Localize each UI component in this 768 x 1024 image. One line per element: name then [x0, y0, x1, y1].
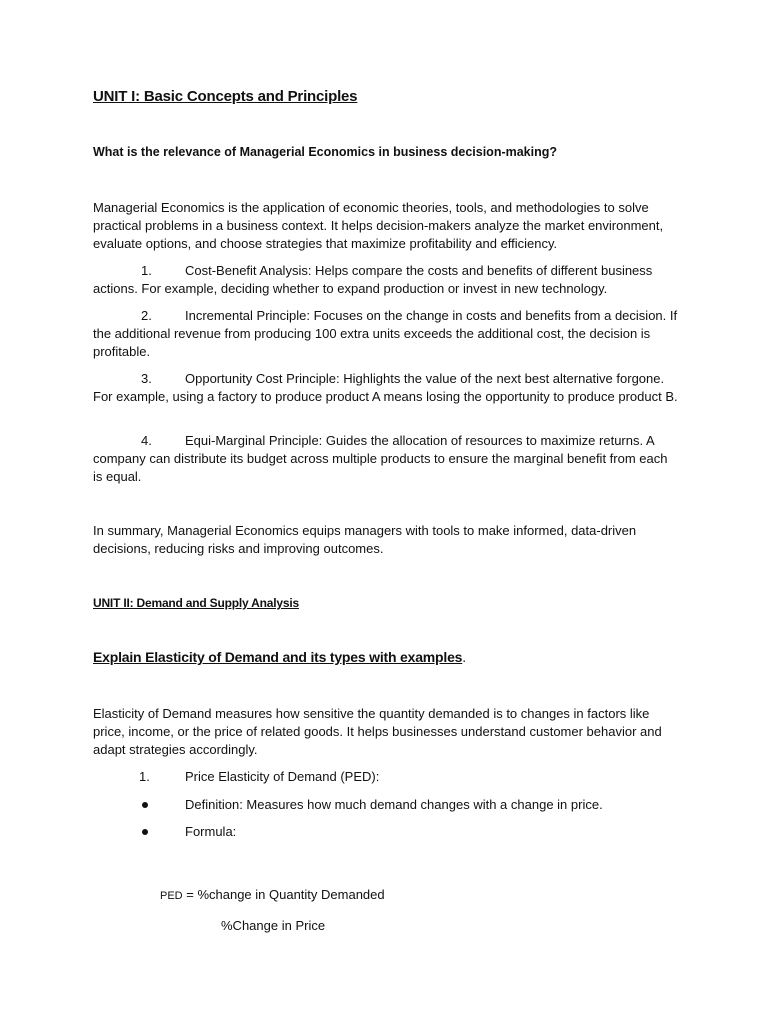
list-number: 3.: [141, 371, 152, 386]
list-item-continuation: For example, using a factory to produce product A means losing the opportunity to produce product B.: [93, 388, 678, 404]
list-number: 4.: [141, 433, 152, 448]
list-item-continuation: company can distribute its budget across multiple products to ensure the marginal benefit from each is equal.: [93, 450, 668, 484]
unit2-intro-paragraph: Elasticity of Demand measures how sensitive the quantity demanded is to changes in factors like price, income, or the price of related goods. It helps businesses understand customer behavior and adapt strategies accordingly.: [93, 706, 662, 757]
unit1-question: What is the relevance of Managerial Economics in business decision-making?: [93, 145, 558, 159]
ped-numerator: = %change in Quantity Demanded: [186, 887, 385, 902]
unit1-list-item-1: [93, 262, 678, 298]
list-item-first-line: Equi-Marginal Principle: Guides the allocation of resources to maximize returns. A: [185, 433, 655, 448]
unit2-title: UNIT II: Demand and Supply Analysis: [93, 596, 299, 610]
bullet-icon: [142, 802, 148, 808]
unit2-bullet-formula: Formula:: [185, 824, 237, 839]
unit1-list-item-2: [93, 307, 678, 360]
unit2-bullet-definition: Definition: Measures how much demand changes with a change in price.: [185, 797, 603, 812]
ped-formula-denominator: %Change in Price: [221, 918, 326, 933]
list-number: 1.: [141, 263, 152, 278]
list-number: 2.: [141, 308, 152, 323]
list-item-continuation: actions. For example, deciding whether to expand production or invest in new technology.: [93, 280, 608, 296]
unit1-title: UNIT I: Basic Concepts and Principles: [93, 88, 358, 105]
list-item-first-line: Incremental Principle: Focuses on the change in costs and benefits from a decision. If: [185, 308, 678, 323]
unit2-question: [93, 649, 466, 665]
unit2-list-number-1: 1.: [139, 769, 150, 784]
ped-formula-numerator-line: [160, 886, 385, 906]
unit2-question-text: Explain Elasticity of Demand and its types with examples: [93, 649, 463, 665]
unit1-intro-paragraph: Managerial Economics is the application of economic theories, tools, and methodologies to solve practical problems in a business context. It helps decision-makers analyze the market environment, evaluate options, and choose strategies that maximize profitability and efficiency.: [93, 200, 664, 251]
list-item-first-line: Cost-Benefit Analysis: Helps compare the costs and benefits of different business: [185, 263, 653, 278]
list-item-continuation: the additional revenue from producing 100 extra units exceeds the additional cost, the decision is profitable.: [93, 325, 651, 359]
unit2-question-period: .: [462, 649, 466, 665]
bullet-icon: [142, 829, 148, 835]
unit1-list-item-3: [93, 370, 678, 406]
unit1-list-item-4: [93, 432, 678, 485]
unit1-summary-paragraph: In summary, Managerial Economics equips managers with tools to make informed, data-driven decisions, reducing risks and improving outcomes.: [93, 523, 637, 556]
ped-label: PED: [160, 890, 183, 902]
unit2-list-item-label: Price Elasticity of Demand (PED):: [185, 769, 380, 784]
list-item-first-line: Opportunity Cost Principle: Highlights the value of the next best alternative forgone.: [185, 371, 665, 386]
